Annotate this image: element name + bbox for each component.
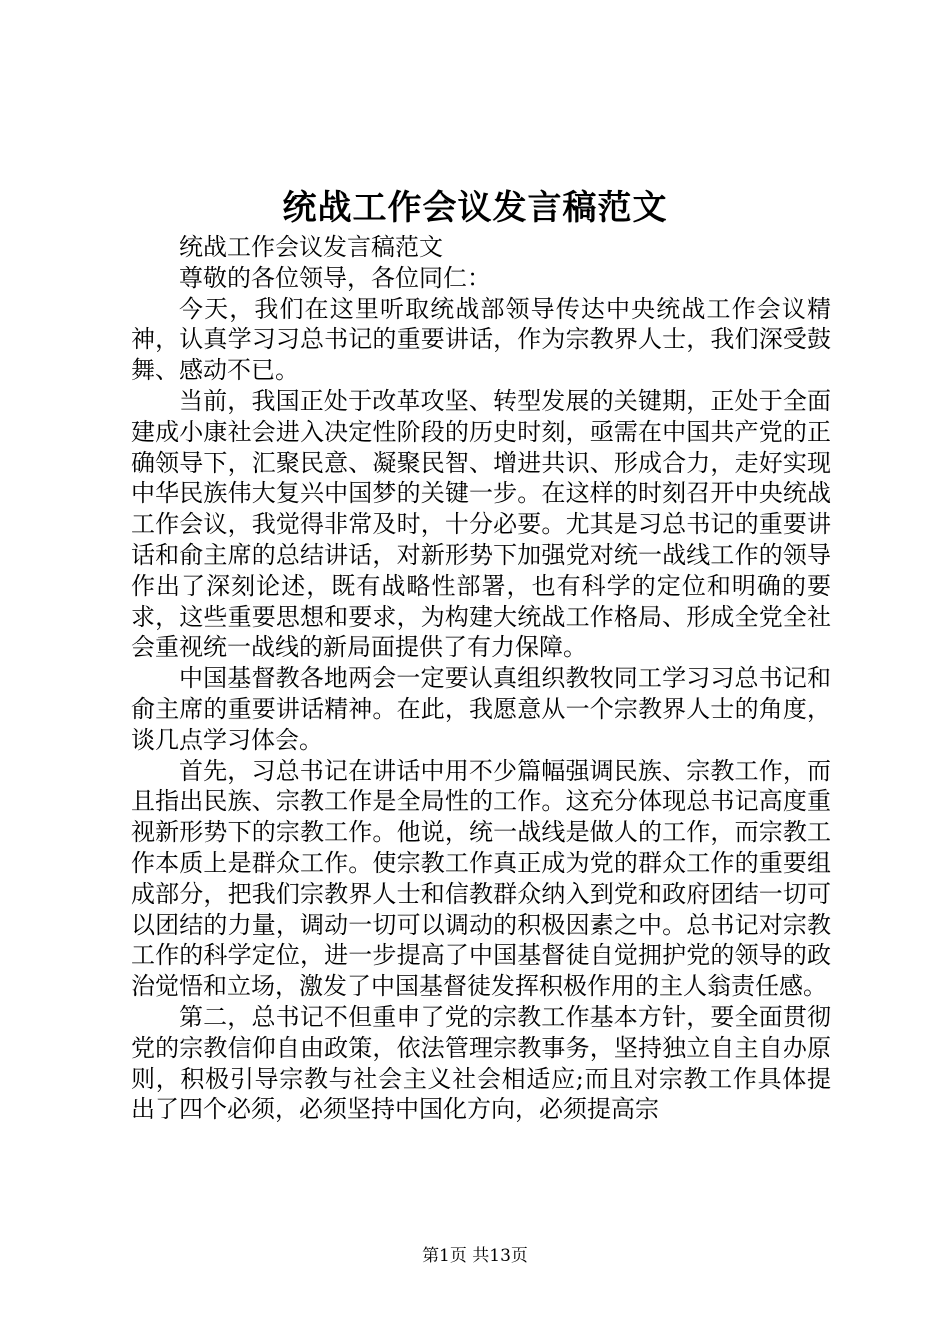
page-footer: 第1页 共13页 <box>422 1246 528 1266</box>
paragraph-subtitle: 统战工作会议发言稿范文 <box>179 233 443 261</box>
paragraph: 第二，总书记不但重申了党的宗教工作基本方针，要全面贯彻党的宗教信仰自由政策，依法管理宗教事务，坚持独立自主自办原则，积极引导宗教与社会主义社会相适应;而且对宗教工作具体提出了四个必须，必须坚持中国化方向，必须提高宗 <box>131 1002 831 1124</box>
paragraph: 首先，习总书记在讲话中用不少篇幅强调民族、宗教工作，而且指出民族、宗教工作是全局性的工作。这充分体现总书记高度重视新形势下的宗教工作。他说，统一战线是做人的工作，而宗教工作本质上是群众工作。使宗教工作真正成为党的群众工作的重要组成部分，把我们宗教界人士和信教群众纳入到党和政府团结一切可以团结的力量，调动一切可以调动的积极因素之中。总书记对宗教工作的科学定位，进一步提高了中国基督徒自觉拥护党的领导的政治觉悟和立场，激发了中国基督徒发挥积极作用的主人翁责任感。 <box>131 756 831 1001</box>
paragraph: 中国基督教各地两会一定要认真组织教牧同工学习习总书记和俞主席的重要讲话精神。在此，我愿意从一个宗教界人士的角度，谈几点学习体会。 <box>131 664 831 754</box>
paragraph-salutation: 尊敬的各位领导，各位同仁： <box>179 263 491 292</box>
paragraph: 今天，我们在这里听取统战部领导传达中央统战工作会议精神，认真学习习总书记的重要讲话，作为宗教界人士，我们深受鼓舞、感动不已。 <box>131 294 831 385</box>
document-body <box>131 232 831 1125</box>
document-title: 统战工作会议发言稿范文 <box>282 188 668 228</box>
paragraph: 当前，我国正处于改革攻坚、转型发展的关键期，正处于全面建成小康社会进入决定性阶段的历史时刻，亟需在中国共产党的正确领导下，汇聚民意、凝聚民智、增进共识、形成合力，走好实现中华民族伟大复兴中国梦的关键一步。在这样的时刻召开中央统战工作会议，我觉得非常及时，十分必要。尤其是习总书记的重要讲话和俞主席的总结讲话，对新形势下加强党对统一战线工作的领导作出了深刻论述，既有战略性部署，也有科学的定位和明确的要求，这些重要思想和要求，为构建大统战工作格局、形成全党全社会重视统一战线的新局面提供了有力保障。 <box>131 386 831 662</box>
